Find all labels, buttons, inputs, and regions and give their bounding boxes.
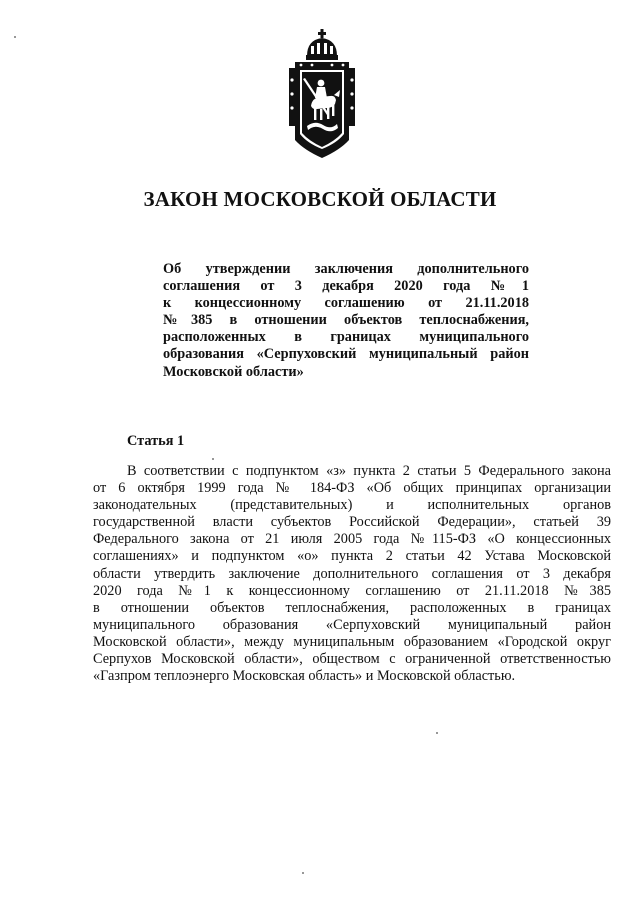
article-body <box>93 463 611 685</box>
article-line: области утвердить заключение дополнительного соглашения от 3 декабря <box>93 565 611 582</box>
coat-of-arms-icon <box>285 28 359 166</box>
article-line: В соответствии с подпунктом «з» пункта 2 статьи 5 Федерального закона <box>127 463 611 479</box>
crown-icon <box>306 29 338 60</box>
scan-speck <box>436 732 438 734</box>
article-line: соглашениях» и подпунктом «о» пункта 2 статьи 42 Устава Московской <box>93 548 611 565</box>
subject-line: соглашения от 3 декабря 2020 года №1 <box>163 278 529 295</box>
subject-line: к концессионному соглашению от 21.11.2018 <box>163 295 529 312</box>
subject-line: расположенных в границах муниципального <box>163 329 529 346</box>
article-line: в отношении объектов теплоснабжения, расположенных в границах <box>93 599 611 616</box>
article-line: Московской области», между муниципальным образованием «Городской округ <box>93 633 611 650</box>
article-line: муниципального образования «Серпуховский муниципальный район <box>93 616 611 633</box>
document-title: ЗАКОН МОСКОВСКОЙ ОБЛАСТИ <box>143 187 497 211</box>
article-line: «Газпром теплоэнерго Московская область» и Московской областью. <box>93 668 516 685</box>
scan-speck <box>212 458 214 460</box>
scan-speck <box>302 872 304 874</box>
article-line: 2020 года №1 к концессионному соглашению от 21.11.2018 №385 <box>93 582 611 599</box>
article-line: Серпухов Московской области», обществом с ограниченной ответственностью <box>93 651 611 668</box>
subject-line: №385 в отношении объектов теплоснабжения, <box>163 312 529 329</box>
scan-speck <box>14 36 16 38</box>
article-heading: Статья 1 <box>127 433 185 449</box>
article-line: законодательных (представительных) и исполнительных органов <box>93 497 611 514</box>
subject-line: Об утверждении заключения дополнительного <box>163 261 529 277</box>
article-line: государственной власти субъектов Российской Федерации», статьей 39 <box>93 514 611 531</box>
subject-line: образования «Серпуховский муниципальный район <box>163 346 529 363</box>
law-subject <box>163 261 529 381</box>
article-line: Федерального закона от 21 июля 2005 года №115-ФЗ «О концессионных <box>93 531 611 548</box>
article-line: от 6 октября 1999 года № 184-ФЗ «Об общих принципах организации <box>93 480 611 497</box>
subject-line: Московской области» <box>163 363 304 380</box>
